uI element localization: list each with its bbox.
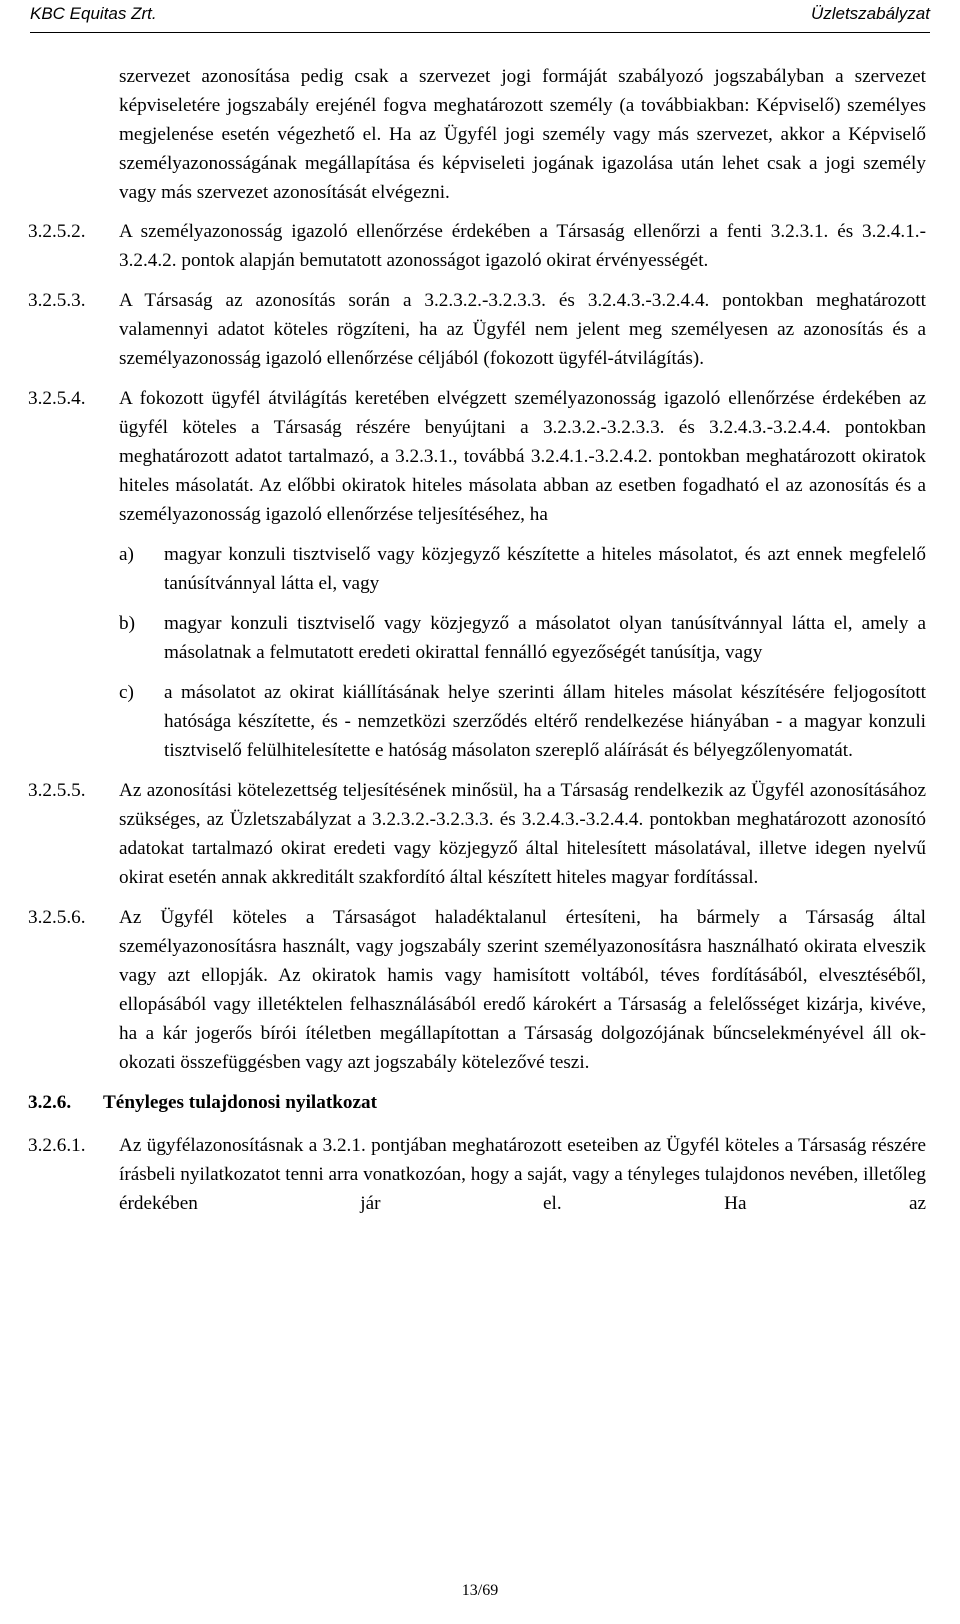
header-rule bbox=[30, 32, 930, 33]
clause-number: 3.2.5.6. bbox=[28, 907, 86, 928]
list-text: a másolatot az okirat kiállításának helye szerinti állam hiteles másolat készítésére feljogosított hatósága készítette, és - nemzetközi szerződés eltérő rendelkezése hiányában - a magyar konzuli tisztviselő felülhitelesítette e hatóság másolaton szereplő aláírását és bélyegzőlenyomatát. bbox=[164, 682, 926, 761]
document-body bbox=[28, 62, 926, 1218]
clause-text: Az ügyfélazonosításnak a 3.2.1. pontjában meghatározott eseteiben az Ügyfél köteles a Társaság részére írásbeli nyilatkozatot tenni arra vonatkozóan, hogy a saját, vagy a tényleges tulajdonos nevében, illetőleg érdekében jár el. Ha az bbox=[119, 1135, 926, 1214]
clause-number: 3.2.5.5. bbox=[28, 780, 86, 801]
header-company: KBC Equitas Zrt. bbox=[30, 4, 157, 23]
clause-text: A fokozott ügyfél átvilágítás keretében elvégzett személyazonosság igazoló ellenőrzése érdekében az ügyfél köteles a Társaság részére benyújtani a 3.2.3.2.-3.2.3.3. és 3.2.4.3.-3.2.4.4. pontokban meghatározott adatot tartalmazó, a 3.2.3.1., továbbá 3.2.4.1.-3.2.4.2. pontokban meghatározott okiratok hiteles másolatát. Az előbbi okiratok hiteles másolata abban az esetben fogadható el az azonosítás és a személyazonosság igazoló ellenőrzése teljesítéséhez, ha bbox=[119, 388, 926, 525]
clause-3-2-5-4 bbox=[28, 384, 926, 529]
list-item-b bbox=[119, 609, 926, 667]
clause-number: 3.2.5.3. bbox=[28, 290, 86, 311]
list-label: a) bbox=[119, 544, 134, 565]
header-document-title: Üzletszabályzat bbox=[810, 4, 930, 23]
clause-number: 3.2.5.2. bbox=[28, 221, 86, 242]
clause-3-2-5-3 bbox=[28, 286, 926, 373]
page-header bbox=[30, 4, 930, 34]
list-label: c) bbox=[119, 682, 134, 703]
clause-3-2-5-6 bbox=[28, 903, 926, 1077]
section-number: 3.2.6. bbox=[28, 1092, 72, 1113]
list-item-a bbox=[119, 540, 926, 598]
list-text: magyar konzuli tisztviselő vagy közjegyző készítette a hiteles másolatot, és azt ennek megfelelő tanúsítvánnyal látta el, vagy bbox=[164, 544, 926, 594]
clause-number: 3.2.5.4. bbox=[28, 388, 86, 409]
clause-text: Az Ügyfél köteles a Társaságot haladéktalanul értesíteni, ha bármely a Társaság által személyazonosításra használt, vagy jogszabály szerint személyazonosításra használható okirata elveszik vagy azt ellopják. Az okiratok hamis vagy hamisított voltából, téves fordításából, elvesztéséből, ellopásából vagy illetéktelen felhasználásából eredő károkért a Társaság a felelősséget kizárja, kivéve, ha a kár jogerős bírói ítéletben megállapítottan a Társaság dolgozójának bűncselekményével áll ok-okozati összefüggésben vagy azt jogszabály kötelezővé teszi. bbox=[119, 907, 926, 1073]
clause-3-2-6-1 bbox=[28, 1131, 926, 1218]
list-text: magyar konzuli tisztviselő vagy közjegyző a másolatot olyan tanúsítvánnyal látta el, amely a másolatnak a felmutatott eredeti okirattal fennálló egyezőségét tanúsítja, vagy bbox=[164, 613, 926, 663]
page-number: 13/69 bbox=[461, 1582, 499, 1599]
clause-3-2-5-5 bbox=[28, 776, 926, 892]
list-item-c bbox=[119, 678, 926, 765]
intro-paragraph: szervezet azonosítása pedig csak a szervezet jogi formáját szabályozó jogszabályban a szervezet képviseletére jogszabály erejénél fogva meghatározott személy (a továbbiakban: Képviselő) személyes megjelenése esetén végezhető el. Ha az Ügyfél jogi személy vagy más szervezet, akkor a Képviselő személyazonosságának megállapítása és képviseleti jogának igazolása után lehet csak a jogi személy vagy más szervezet azonosítását elvégezni. bbox=[119, 66, 926, 203]
list-label: b) bbox=[119, 613, 135, 634]
clause-number: 3.2.6.1. bbox=[28, 1135, 86, 1156]
section-title: Tényleges tulajdonosi nyilatkozat bbox=[103, 1092, 377, 1113]
clause-3-2-5-2 bbox=[28, 217, 926, 275]
section-heading bbox=[28, 1088, 926, 1117]
clause-text: A Társaság az azonosítás során a 3.2.3.2.-3.2.3.3. és 3.2.4.3.-3.2.4.4. pontokban meghatározott valamennyi adatot köteles rögzíteni, ha az Ügyfél nem jelent meg személyesen az azonosítás és a személyazonosság igazoló ellenőrzése céljából (fokozott ügyfél-átvilágítás). bbox=[119, 290, 926, 369]
clause-text: A személyazonosság igazoló ellenőrzése érdekében a Társaság ellenőrzi a fenti 3.2.3.1. és 3.2.4.1.- 3.2.4.2. pontok alapján bemutatott azonosságot igazoló okirat érvényességét. bbox=[119, 221, 926, 271]
clause-text: Az azonosítási kötelezettség teljesítésének minősül, ha a Társaság rendelkezik az Ügyfél azonosításához szükséges, az Üzletszabályzat a 3.2.3.2.-3.2.3.3. és 3.2.4.3.-3.2.4.4. pontokban meghatározott azonosító adatokat tartalmazó okirat eredeti vagy közjegyző által hitelesített másolatával, illetve idegen nyelvű okirat esetén annak akkreditált szakfordító által készített hiteles magyar fordítással. bbox=[119, 780, 926, 888]
